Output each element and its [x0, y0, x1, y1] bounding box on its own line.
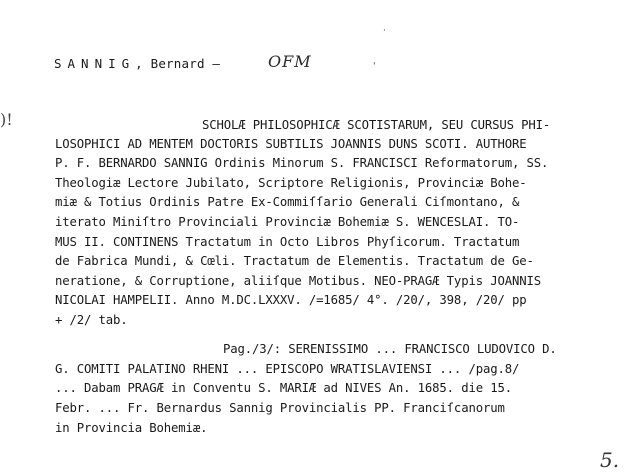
- scan-mark: ·: [383, 26, 386, 36]
- extract-line: Febr. ... Fr. Bernardus Sannig Provincialis PP. Franciſcanorum: [55, 401, 505, 415]
- margin-bracket-mark: )!: [0, 110, 13, 129]
- catalog-line: miæ & Totius Ordinis Patre Ex-Commiſſario Generali Ciſmontano, &: [55, 195, 520, 209]
- heading-dash: —: [212, 56, 221, 71]
- catalog-line: de Fabrica Mundi, & Cœli. Tractatum de Elementis. Tractatum de Ge-: [55, 254, 534, 268]
- author-forename: , Bernard: [135, 56, 205, 71]
- page-number: 5.: [600, 448, 620, 472]
- catalog-line: SCHOLÆ PHILOSOPHICÆ SCOTISTARUM, SEU CURSUS PHI-: [202, 118, 551, 132]
- author-heading: [54, 56, 220, 71]
- extract-line: in Provincia Bohemiæ.: [55, 421, 208, 435]
- catalog-line: Theologiæ Lectore Jubilato, Scriptore Religionis, Provinciæ Bohe-: [55, 176, 527, 190]
- extract-line: ... Dabam PRAGÆ in Conventu S. MARIÆ ad NIVES An. 1685. die 15.: [55, 381, 512, 395]
- catalog-line: LOSOPHICI AD MENTEM DOCTORIS SUBTILIS JOANNIS DUNS SCOTI. AUTHORE: [55, 137, 527, 151]
- extract-line: G. COMITI PALATINO RHENI ... EPISCOPO WRATISLAVIENSI ... /pag.8/: [55, 362, 520, 376]
- scan-mark: ': [373, 62, 376, 72]
- extract-line: Pag./3/: SERENISSIMO ... FRANCISCO LUDOVICO D.: [223, 342, 557, 356]
- catalog-line: MUS II. CONTINENS Tractatum in Octo Libros Phyſicorum. Tractatum: [55, 235, 520, 249]
- catalog-line: + /2/ tab.: [55, 313, 128, 327]
- order-annotation: OFM: [268, 52, 312, 71]
- author-surname: SANNIG: [54, 56, 136, 71]
- catalog-line: neratione, & Corruptione, aliiſque Motibus. NEO-PRAGÆ Typis JOANNIS: [55, 274, 541, 288]
- catalog-line: P. F. BERNARDO SANNIG Ordinis Minorum S. FRANCISCI Reformatorum, SS.: [55, 156, 549, 170]
- catalog-line: NICOLAI HAMPELII. Anno M.DC.LXXXV. /=1685/ 4°. /20/, 398, /20/ pp: [55, 293, 527, 307]
- catalog-line: iterato Miniſtro Provinciali Provinciæ Bohemiæ S. WENCESLAI. TO-: [55, 215, 520, 229]
